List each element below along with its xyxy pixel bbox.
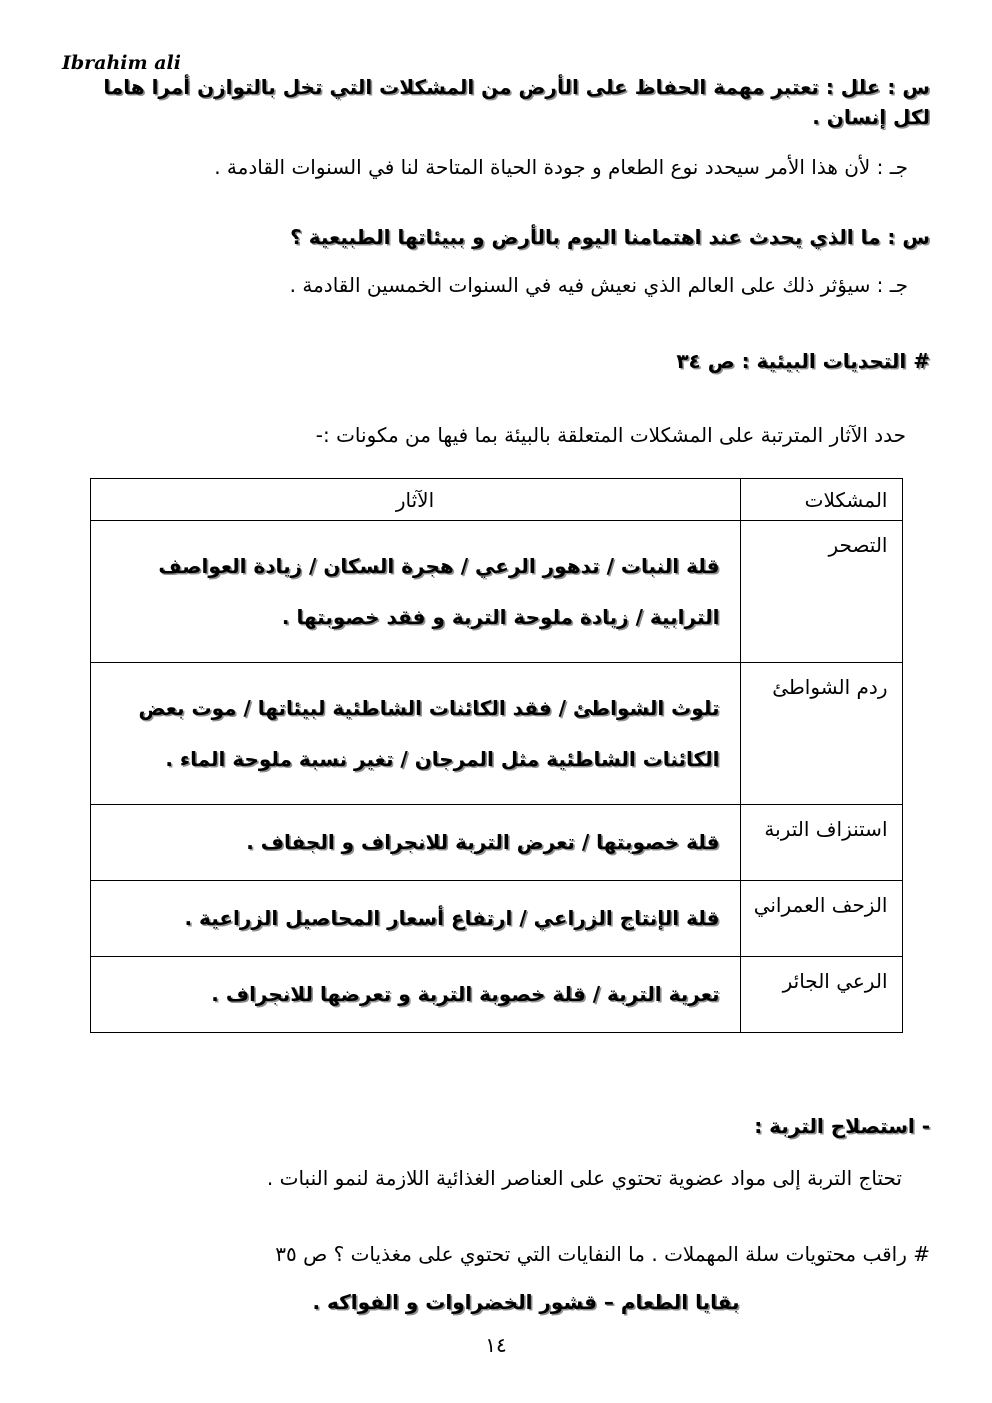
problem-overgrazing: الرعي الجائر: [740, 957, 902, 1033]
question-2: س : ما الذي يحدث عند اهتمامنا اليوم بالأرض و ببيئاتها الطبيعية ؟: [290, 225, 930, 249]
effect-overgrazing: تعرية التربة / قلة خصوبة التربة و تعرضها للانجراف .: [90, 957, 740, 1033]
effect-desertification: قلة النبات / تدهور الرعي / هجرة السكان / زيادة العواصف الترابية / زيادة ملوحة التربة و فقد خصوبتها .: [90, 521, 740, 663]
problem-shore-landfill: ردم الشواطئ: [740, 663, 902, 805]
table-row: [90, 957, 902, 1033]
table-row: [90, 805, 902, 881]
effect-shore-landfill: تلوث الشواطئ / فقد الكائنات الشاطئية لبيئاتها / موت بعض الكائنات الشاطئية مثل المرجان / تغير نسبة ملوحة الماء .: [90, 663, 740, 805]
answer-1: جـ : لأن هذا الأمر سيحدد نوع الطعام و جودة الحياة المتاحة لنا في السنوات القادمة .: [214, 155, 908, 179]
problem-soil-depletion: استنزاف التربة: [740, 805, 902, 881]
problem-urban-sprawl: الزحف العمراني: [740, 881, 902, 957]
author-signature: Ibrahim ali: [62, 52, 181, 74]
table-header-row: [90, 479, 902, 521]
trash-observation-answer: بقايا الطعام – قشور الخضراوات و الفواكه .: [312, 1290, 740, 1314]
environment-problems-table: [90, 478, 903, 1033]
document-body: [62, 72, 930, 1357]
table-row: [90, 663, 902, 805]
effect-soil-depletion: قلة خصوبتها / تعرض التربة للانجراف و الجفاف .: [90, 805, 740, 881]
question-1: س : علل : تعتبر مهمة الحفاظ على الأرض من المشكلات التي تخل بالتوازن أمرا هاما لكل إنسان .: [103, 75, 930, 129]
effect-urban-sprawl: قلة الإنتاج الزراعي / ارتفاع أسعار المحاصيل الزراعية .: [90, 881, 740, 957]
effects-column-header: الآثار: [90, 479, 740, 521]
section-heading-environmental-challenges: # التحديات البيئية : ص ٣٤: [676, 349, 930, 373]
soil-reclamation-text: تحتاج التربة إلى مواد عضوية تحتوي على العناصر الغذائية اللازمة لنمو النبات .: [266, 1166, 902, 1190]
soil-reclamation-heading: - استصلاح التربة :: [754, 1114, 930, 1138]
answer-2: جـ : سيؤثر ذلك على العالم الذي نعيش فيه في السنوات الخمسين القادمة .: [289, 273, 908, 297]
table-row: [90, 521, 902, 663]
problems-column-header: المشكلات: [740, 479, 902, 521]
table-intro-text: حدد الآثار المترتبة على المشكلات المتعلقة بالبيئة بما فيها من مكونات :-: [315, 423, 906, 447]
page-number: ١٤: [485, 1333, 507, 1357]
problem-desertification: التصحر: [740, 521, 902, 663]
trash-observation-question: # راقب محتويات سلة المهملات . ما النفايات التي تحتوي على مغذيات ؟ ص ٣٥: [275, 1242, 930, 1266]
table-row: [90, 881, 902, 957]
